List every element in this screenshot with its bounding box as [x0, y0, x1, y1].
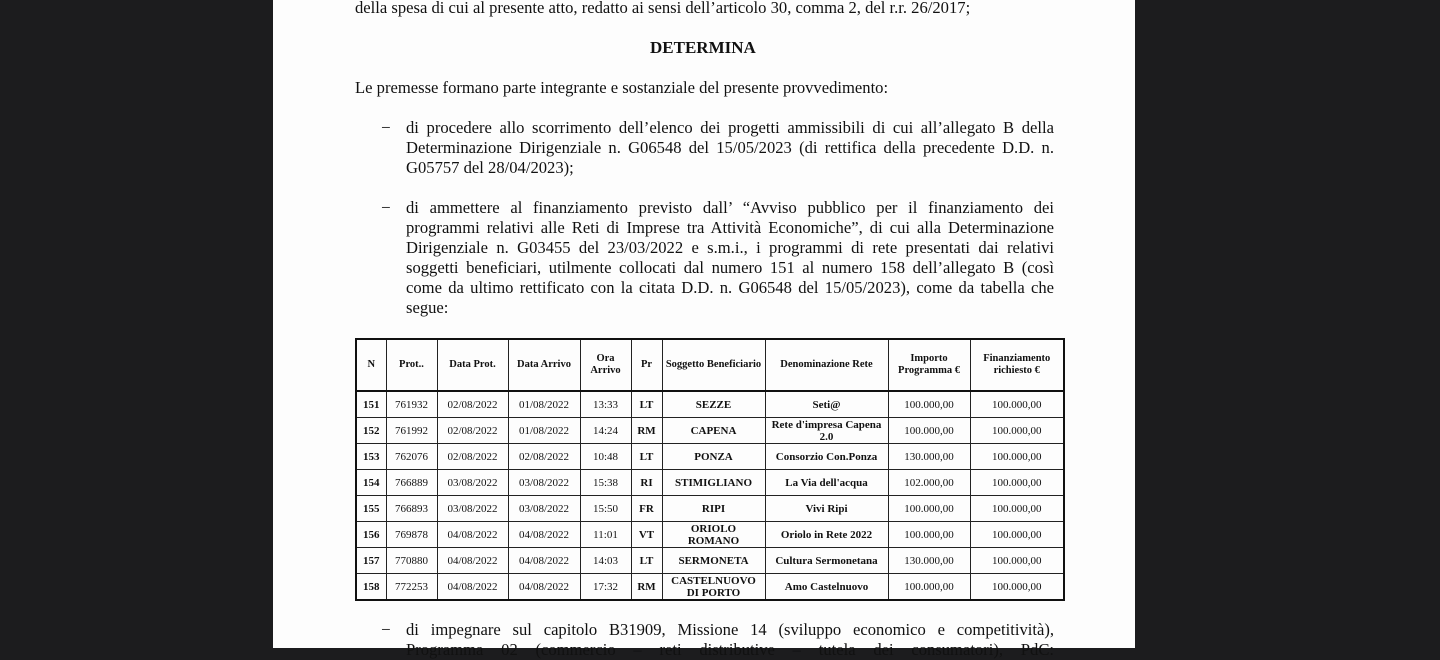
cell-ora-arrivo: 15:50: [580, 496, 631, 522]
bullet-3-line: Programma 02 (commercio – reti distributive – tutela dei consumatori), PdC:: [406, 640, 1054, 659]
bullet-dash: −: [381, 198, 391, 217]
cell-n: 156: [356, 522, 386, 548]
column-header: Importo Programma €: [888, 339, 970, 391]
cell-ora-arrivo: 15:38: [580, 470, 631, 496]
text-line-top: della spesa di cui al presente atto, redatto ai sensi dell’articolo 30, comma 2, del r.r. 26/2017;: [355, 0, 971, 17]
bullet-dash: −: [381, 620, 391, 639]
section-heading: DETERMINA: [650, 38, 756, 57]
cell-ora-arrivo: 13:33: [580, 391, 631, 418]
cell-n: 158: [356, 574, 386, 601]
cell-data-arrivo: 01/08/2022: [508, 391, 580, 418]
cell-finanziamento: 100.000,00: [970, 522, 1064, 548]
cell-prot: 766893: [386, 496, 437, 522]
table-row: [356, 574, 1064, 601]
cell-soggetto: RIPI: [662, 496, 765, 522]
cell-data-arrivo: 02/08/2022: [508, 444, 580, 470]
cell-soggetto: SEZZE: [662, 391, 765, 418]
column-header: Soggetto Beneficiario: [662, 339, 765, 391]
cell-data-prot: 04/08/2022: [437, 574, 508, 601]
cell-prot: 761932: [386, 391, 437, 418]
intro-paragraph: Le premesse formano parte integrante e sostanziale del presente provvedimento:: [355, 78, 889, 97]
bullet-2-line: soggetti beneficiari, utilmente collocati dal numero 151 al numero 158 dell’allegato B (così: [406, 258, 1054, 277]
cell-rete: Vivi Ripi: [765, 496, 888, 522]
bullet-2-line: come da ultimo rettificato con la citata D.D. n. G06548 del 15/05/2023), come da tabella che: [406, 278, 1054, 297]
cell-rete: Consorzio Con.Ponza: [765, 444, 888, 470]
bullet-2-line: di ammettere al finanziamento previsto dall’ “Avviso pubblico per il finanziamento dei: [406, 198, 1054, 217]
cell-importo: 130.000,00: [888, 444, 970, 470]
bullet-2-line: segue:: [406, 298, 449, 317]
cell-data-prot: 02/08/2022: [437, 418, 508, 444]
cell-ora-arrivo: 14:24: [580, 418, 631, 444]
cell-prot: 762076: [386, 444, 437, 470]
bullet-1-line: di procedere allo scorrimento dell’elenco dei progetti ammissibili di cui all’allegato B della: [406, 118, 1054, 137]
cell-ora-arrivo: 10:48: [580, 444, 631, 470]
table-row: [356, 444, 1064, 470]
cell-soggetto: STIMIGLIANO: [662, 470, 765, 496]
cell-finanziamento: 100.000,00: [970, 418, 1064, 444]
table-row: [356, 548, 1064, 574]
cell-pr: VT: [631, 522, 662, 548]
cell-prot: 769878: [386, 522, 437, 548]
cell-data-arrivo: 04/08/2022: [508, 522, 580, 548]
cell-prot: 761992: [386, 418, 437, 444]
table-header-row: [356, 339, 1064, 391]
cell-ora-arrivo: 14:03: [580, 548, 631, 574]
cell-rete: Cultura Sermonetana: [765, 548, 888, 574]
cell-data-arrivo: 04/08/2022: [508, 548, 580, 574]
cell-ora-arrivo: 11:01: [580, 522, 631, 548]
cell-data-prot: 04/08/2022: [437, 522, 508, 548]
cell-data-prot: 02/08/2022: [437, 391, 508, 418]
table-row: [356, 496, 1064, 522]
cell-importo: 100.000,00: [888, 574, 970, 601]
bullet-3-line: di impegnare sul capitolo B31909, Missione 14 (sviluppo economico e competitività),: [406, 620, 1054, 639]
cell-importo: 100.000,00: [888, 391, 970, 418]
cell-ora-arrivo: 17:32: [580, 574, 631, 601]
column-header: Denominazione Rete: [765, 339, 888, 391]
document-page: [273, 0, 1135, 659]
cell-rete: Oriolo in Rete 2022: [765, 522, 888, 548]
cell-importo: 100.000,00: [888, 418, 970, 444]
cell-prot: 772253: [386, 574, 437, 601]
cell-pr: LT: [631, 444, 662, 470]
bullet-dash: −: [381, 118, 391, 137]
cell-rete: La Via dell'acqua: [765, 470, 888, 496]
cell-pr: RI: [631, 470, 662, 496]
column-header: Finanziamento richiesto €: [970, 339, 1064, 391]
cell-data-arrivo: 01/08/2022: [508, 418, 580, 444]
cell-soggetto: CASTELNUOVO DI PORTO: [662, 574, 765, 601]
cell-pr: RM: [631, 418, 662, 444]
cell-finanziamento: 100.000,00: [970, 574, 1064, 601]
column-header: Ora Arrivo: [580, 339, 631, 391]
table-row: [356, 470, 1064, 496]
bullet-2-line: programmi relativi alle Reti di Imprese tra Attività Economiche”, di cui alla Determinazione: [406, 218, 1054, 237]
column-header: Data Prot.: [437, 339, 508, 391]
bullet-2-line: Dirigenziale n. G03455 del 23/03/2022 e s.m.i., i programmi di rete presentati dai relativi: [406, 238, 1054, 257]
cell-importo: 102.000,00: [888, 470, 970, 496]
cell-n: 155: [356, 496, 386, 522]
cell-pr: LT: [631, 391, 662, 418]
column-header: N: [356, 339, 386, 391]
cell-data-arrivo: 03/08/2022: [508, 496, 580, 522]
table-row: [356, 418, 1064, 444]
cell-prot: 770880: [386, 548, 437, 574]
cell-importo: 100.000,00: [888, 496, 970, 522]
column-header: Data Arrivo: [508, 339, 580, 391]
cell-finanziamento: 100.000,00: [970, 470, 1064, 496]
cell-importo: 130.000,00: [888, 548, 970, 574]
column-header: Pr: [631, 339, 662, 391]
cell-importo: 100.000,00: [888, 522, 970, 548]
cell-rete: Rete d'impresa Capena 2.0: [765, 418, 888, 444]
cell-pr: LT: [631, 548, 662, 574]
cell-data-arrivo: 04/08/2022: [508, 574, 580, 601]
cell-n: 157: [356, 548, 386, 574]
bullet-1-line: Determinazione Dirigenziale n. G06548 del 15/05/2023 (di rettifica della precedente D.D. n.: [406, 138, 1054, 157]
cell-soggetto: PONZA: [662, 444, 765, 470]
cell-rete: Seti@: [765, 391, 888, 418]
cell-n: 151: [356, 391, 386, 418]
cell-finanziamento: 100.000,00: [970, 496, 1064, 522]
cell-finanziamento: 100.000,00: [970, 548, 1064, 574]
cell-n: 152: [356, 418, 386, 444]
cell-soggetto: SERMONETA: [662, 548, 765, 574]
cell-data-prot: 03/08/2022: [437, 496, 508, 522]
cell-pr: RM: [631, 574, 662, 601]
cell-finanziamento: 100.000,00: [970, 444, 1064, 470]
table-row: [356, 522, 1064, 548]
cell-soggetto: ORIOLO ROMANO: [662, 522, 765, 548]
cell-pr: FR: [631, 496, 662, 522]
column-header: Prot..: [386, 339, 437, 391]
cell-n: 153: [356, 444, 386, 470]
cell-data-arrivo: 03/08/2022: [508, 470, 580, 496]
cell-data-prot: 02/08/2022: [437, 444, 508, 470]
cell-soggetto: CAPENA: [662, 418, 765, 444]
cell-n: 154: [356, 470, 386, 496]
cell-rete: Amo Castelnuovo: [765, 574, 888, 601]
cell-data-prot: 03/08/2022: [437, 470, 508, 496]
bullet-1-line: G05757 del 28/04/2023);: [406, 158, 574, 177]
cell-finanziamento: 100.000,00: [970, 391, 1064, 418]
beneficiaries-table: [355, 338, 1065, 601]
table-row: [356, 391, 1064, 418]
cell-prot: 766889: [386, 470, 437, 496]
cell-data-prot: 04/08/2022: [437, 548, 508, 574]
